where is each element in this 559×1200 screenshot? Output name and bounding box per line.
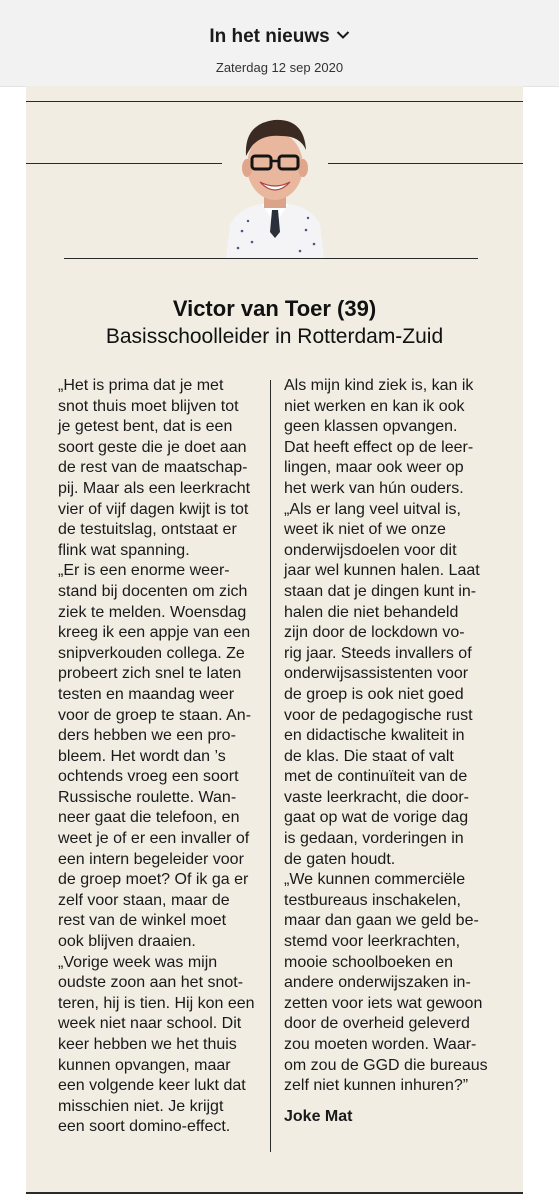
article-text-line: ziek te melden. Woensdag (58, 603, 247, 621)
article-text-line: kunnen opvangen, maar (58, 1056, 231, 1074)
article-text-line: weet je of er een invaller of (58, 830, 250, 848)
article-text-line: voor de groep te staan. An- (58, 706, 252, 724)
article-text-line: Russische roulette. Wan- (58, 788, 237, 806)
article-text-line: zetten voor iets wat gewoon (284, 994, 483, 1012)
article-text-line: teren, hij is tien. Hij kon een (58, 994, 255, 1012)
article-text-line: week niet naar school. Dit (58, 1015, 242, 1033)
article-text-line: soort geste die je doet aan (58, 438, 247, 456)
article-text-line: testen en maandag weer (58, 685, 235, 703)
article-text-line: lingen, maar ook weer op (284, 459, 464, 477)
article-column-right (284, 376, 498, 1127)
section-selector[interactable] (0, 26, 559, 48)
article-text-line: om zou de GGD die bureaus (284, 1056, 488, 1074)
article-text-line: weet ik niet of we onze (284, 521, 446, 539)
article-text-line: zelf niet kunnen inhuren?” (284, 1077, 469, 1095)
article-text-line: ders hebben we een pro- (58, 727, 236, 745)
top-bar (0, 0, 559, 87)
divider (26, 1192, 523, 1194)
article-text-line: je getest bent, dat is een (58, 418, 233, 436)
article-text-line: ochtends vroeg een soort (58, 768, 239, 786)
chevron-down-icon (336, 30, 350, 40)
article-text-line: snot thuis moet blijven tot (58, 397, 239, 415)
article-text-line: mooie schoolboeken en (284, 953, 454, 971)
article-text-line: vier of vijf dagen kwijt is tot (58, 500, 249, 518)
edition-date: Zaterdag 12 sep 2020 (215, 60, 344, 75)
article-text-line: keer hebben we het thuis (58, 1036, 237, 1053)
article-text-line: jaar wel kunnen halen. Laat (284, 562, 480, 580)
article-text-line: zelf voor staan, maar de (58, 891, 230, 909)
article-text-line: flink wat spanning. (58, 541, 190, 559)
article-text-line: gaat op wat de vorige dag (284, 809, 469, 827)
article-text-line: zou moeten worden. Waar- (284, 1036, 477, 1053)
article-text-line: „Als er lang veel uitval is, (284, 500, 461, 518)
article-text-line: „Vorige week was mijn (58, 953, 218, 971)
divider (64, 258, 478, 259)
article-text-line: staan dat je dingen kunt in- (284, 582, 477, 600)
interviewee-role: Basisschoolleider in Rotterdam-Zuid (105, 325, 444, 348)
article-text-line: snipverkouden collega. Ze (58, 644, 245, 662)
portrait-photo (222, 106, 328, 258)
article-text-line: een intern begeleider voor (58, 850, 244, 868)
article-text-line: oudste zoon aan het snot- (58, 974, 244, 992)
article-text-line: de klas. Die staat of valt (284, 747, 454, 765)
article-text-line: kreeg ik een appje van een (58, 624, 251, 642)
author-byline: Joke Mat (284, 1107, 353, 1125)
article-text-line: halen die niet behandeld (284, 603, 459, 621)
article-text-line: een soort domino-effect. (58, 1118, 231, 1136)
article-text-line: vaste leerkracht, die door- (284, 788, 469, 806)
divider (26, 101, 523, 102)
article-text-line: Als mijn kind ziek is, kan ik (284, 377, 474, 394)
article-text-line: geen klassen opvangen. (284, 418, 458, 436)
article-text-line: bleem. Het wordt dan ’s (58, 747, 226, 765)
article-text-line: stemd voor leerkrachten, (284, 933, 461, 951)
article-text-line: probeert zich snel te laten (58, 665, 242, 683)
article-text-line: misschien niet. Je krijgt (58, 1097, 224, 1115)
article-text-line: „Er is een enorme weer- (58, 562, 230, 580)
article-text-line: „Het is prima dat je met (58, 377, 224, 394)
article-text-line: andere onderwijszaken in- (284, 974, 471, 992)
column-divider (270, 380, 271, 1152)
article-text-line: de groep is ook niet goed (284, 685, 464, 703)
article-text-line: de rest van de maatschap- (58, 459, 248, 477)
article-text-line: niet werken en kan ik ook (284, 397, 465, 415)
article-text-line: onderwijsdoelen voor dit (284, 541, 457, 559)
article-text-line: maar dan gaan we geld be- (284, 912, 479, 930)
article-text-line: ook blijven draaien. (58, 933, 196, 951)
article-text-line: het werk van hún ouders. (284, 479, 464, 497)
article-text-line: de gaten houdt. (284, 850, 396, 868)
article-text-line: rest van de winkel moet (58, 912, 227, 930)
article-text-line: pij. Maar als een leerkracht (58, 479, 251, 497)
article-text-line: „We kunnen commerciële (284, 871, 466, 889)
article-text-line: stand bij docenten om zich (58, 582, 248, 600)
article-text-line: is gedaan, vorderingen in (284, 830, 464, 848)
article-text-line: voor de pedagogische rust (284, 706, 473, 724)
article-text-line: onderwijsassistenten voor (284, 665, 469, 683)
article-text-line: en didactische kwaliteit in (284, 727, 465, 745)
article-text-line: de groep moet? Of ik ga er (58, 871, 249, 889)
article-text-line: een volgende keer lukt dat (58, 1077, 246, 1095)
interviewee-name: Victor van Toer (39) (172, 296, 377, 321)
article-column-left (58, 376, 262, 1138)
article-text-line: zijn door de lockdown vo- (284, 624, 465, 642)
article-text-line: neer gaat die telefoon, en (58, 809, 240, 827)
article-text-line: de testuitslag, ontstaat er (58, 521, 237, 539)
article-text-line: door de overheid geleverd (284, 1015, 470, 1033)
article-text-line: Dat heeft effect op de leer- (284, 438, 474, 456)
article-text-line: met de continuïteit van de (284, 768, 468, 786)
article-text-line: rig jaar. Steeds invallers of (284, 644, 472, 662)
article-text-line: testbureaus inschakelen, (284, 891, 461, 909)
section-title: In het nieuws (209, 26, 330, 47)
